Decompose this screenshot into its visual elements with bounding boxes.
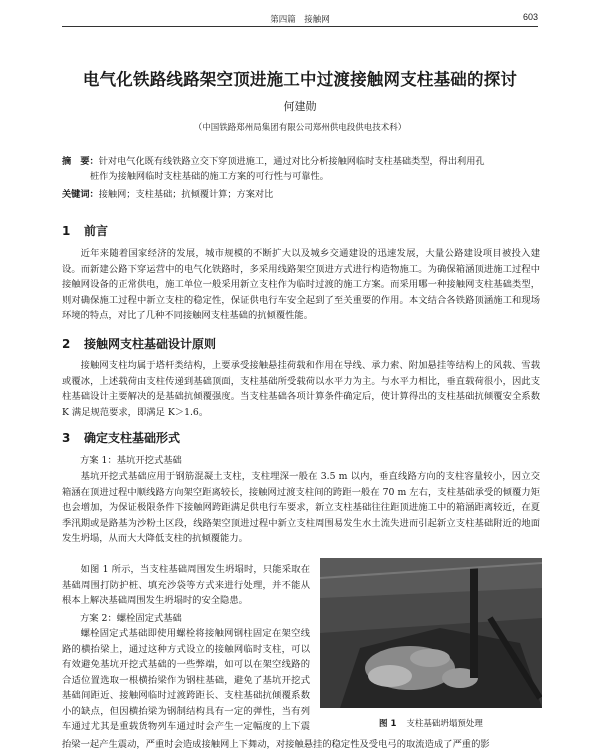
author: 何建勋	[283, 100, 317, 113]
paragraph-scheme-2: 螺栓固定式基础即使用螺栓将接触网钢柱固定在架空线路的横抬梁上，通过这种方式设立的接触网临时支柱，可以有效避免基坑开挖式基础的一些弊端，如可以在架空线路的合适位置选取一根横抬梁作为钢柱基础，避免了基坑开挖式基础间距近、接触网临时过渡跨距长、支柱基础抗倾覆系数小的缺点，但因横抬梁为钢制结构具有一定的弹性，当有列车通过尤其是重载货物列车通过时会产生一定幅度的上下震	[62, 628, 310, 732]
section-number: 1	[62, 224, 71, 238]
section-title: 接触网支柱基础设计原则	[84, 337, 217, 351]
section-number: 3	[62, 431, 71, 445]
section-title: 前言	[84, 224, 109, 238]
running-head	[62, 10, 538, 27]
abstract-label: 摘 要：	[62, 156, 99, 167]
keywords	[62, 186, 540, 200]
figure-number: 图 1	[379, 719, 397, 729]
scheme-1-title: 方案 1：基坑开挖式基础	[80, 455, 182, 466]
paragraph-continued: 抬梁一起产生震动，严重时会造成接触网上下舞动，对接触悬挂的稳定性及受电弓的取流造成了严重的影	[62, 739, 490, 750]
paragraph-intro: 近年来随着国家经济的发展，城市规模的不断扩大以及城乡交通建设的迅速发展，大量公路建设项目被投入建设。而新建公路下穿运营中的电气化铁路时，多采用线路架空顶进方式进行构造物施工。为确保箱涵顶进施工过程中接触网设备的正常供电，施工单位一般采用新立支柱作为临时过渡的施工方案。而采用哪一种接触网支柱基础类型，则对确保施工过程中新立支柱的稳定性，保证供电行车安全起到了至关重要的作用。本文结合各铁路顶涵施工和现场环境的特点，对比了几种不同接触网支柱基础的抗倾覆性能。	[62, 248, 540, 321]
section-heading-1	[62, 222, 108, 239]
section-heading-2	[62, 335, 216, 352]
running-head-section: 第四篇 接触网	[270, 15, 330, 25]
page-number: 603	[522, 12, 538, 22]
section-number: 2	[62, 337, 71, 351]
keywords-text: 接触网；支柱基础；抗倾覆计算；方案对比	[98, 189, 274, 200]
abstract	[62, 154, 540, 184]
paragraph-figure-ref: 如图 1 所示，当支柱基础周围发生坍塌时，只能采取在基础周围打防护桩、填充沙袋等方式来进行处理，并不能从根本上解决基础周围发生坍塌时的安全隐患。	[62, 564, 310, 606]
collapse-photo-illustration	[320, 558, 542, 708]
figure-photo	[320, 558, 542, 708]
paper-title: 电气化铁路线路架空顶进施工中过渡接触网支柱基础的探讨	[82, 70, 518, 89]
section-heading-3	[62, 429, 180, 446]
abstract-line-1: 针对电气化既有线铁路立交下穿顶进施工，通过对比分析接触网临时支柱基础类型，得出利用孔	[98, 156, 485, 167]
affiliation: （中国铁路郑州局集团有限公司郑州供电段供电技术科）	[193, 123, 407, 133]
figure-caption-text: 支柱基础坍塌预处理	[406, 719, 483, 729]
abstract-line-2: 桩作为接触网临时支柱基础的施工方案的可行性与可靠性。	[90, 171, 329, 182]
figure-caption	[320, 717, 542, 729]
paragraph-design-principle: 接触网支柱均属于塔杆类结构，上要承受接触悬挂荷载和作用在导线、承力索、附加悬挂等结构上的风载、雪载或覆冰，上述载荷由支柱传递到基础顶面，支柱基础所受载荷以水平力为主。与水平力相比，垂直载荷很小，因此支柱基础设计主要解决的是基础抗倾覆强度。当支柱基础各项计算条件确定后，使计算得出的支柱基础抗倾覆安全系数 K 满足规范要求，即满足 K＞1.6。	[62, 360, 540, 418]
scheme-2-title: 方案 2：螺栓固定式基础	[80, 613, 182, 624]
keywords-label: 关键词：	[62, 189, 99, 200]
paragraph-scheme-1: 基坑开挖式基础应用于钢筋混凝土支柱，支柱埋深一般在 3.5 m 以内，垂直线路方向的支柱容量较小，因立交箱涵在顶进过程中顺线路方向架空距离较长，接触网过渡支柱间的跨距一般在 70 m 左右，支柱基础承受的倾覆力矩也会增加，为保证极限条件下接触网跨距满足供电行车要求，新立支柱基础往往距顶进施工中的箱涵距离较近，在夏季汛期或是路基为沙粉土区段，线路架空顶进过程中新立支柱周围易发生水土流失进而引起新立支柱基础附近的地面发生坍塌，从而大大降低支柱的抗倾覆能力。	[62, 471, 540, 544]
section-title: 确定支柱基础形式	[84, 431, 181, 445]
